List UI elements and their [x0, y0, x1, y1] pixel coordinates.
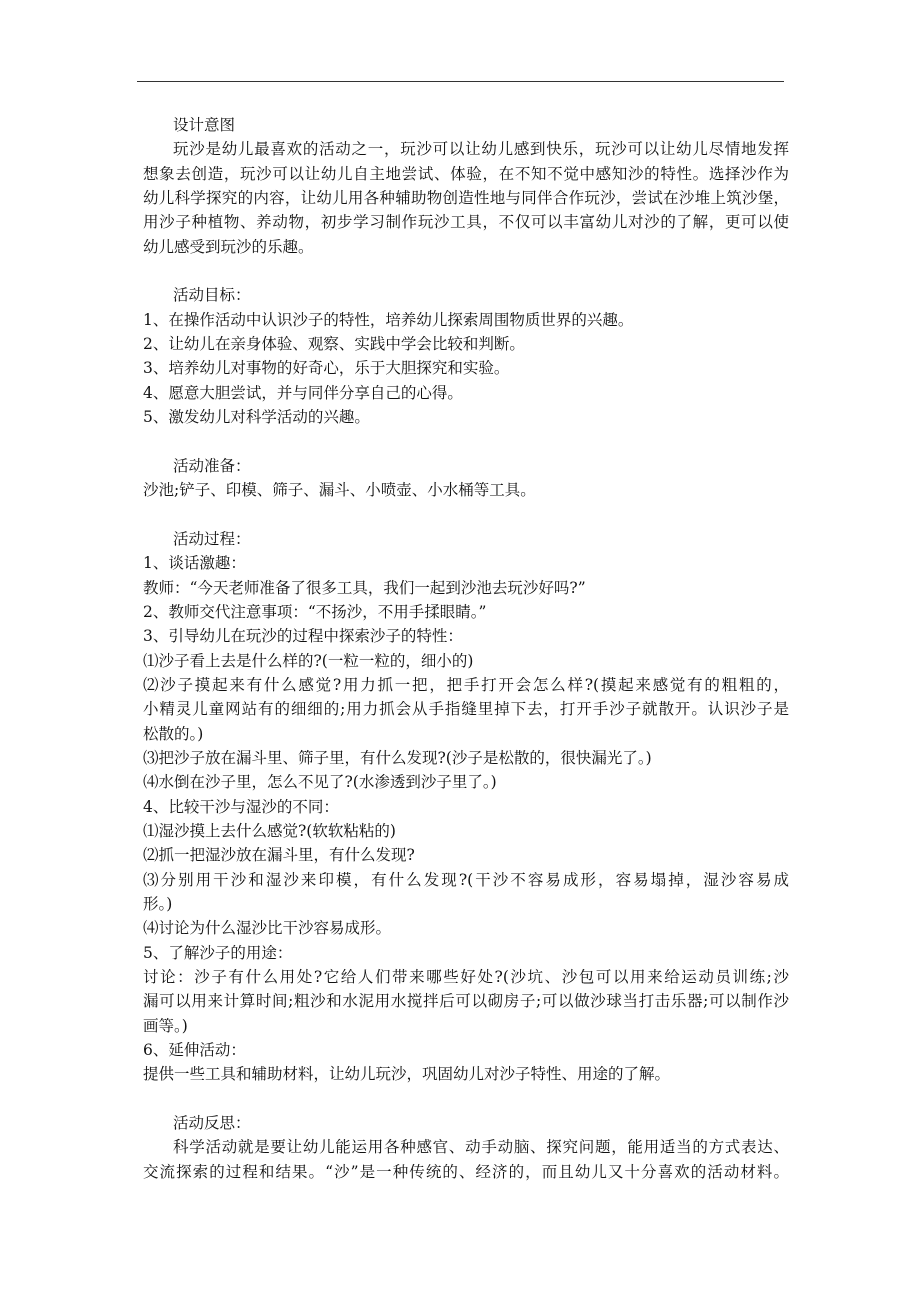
reflection-line: 科学活动就是要让幼儿能运用各种感官、动手动脑、探究问题，能用适当的方式表达、: [173, 1138, 789, 1157]
process-line: ⑷水倒在沙子里，怎么不见了?(水渗透到沙子里了。): [143, 773, 497, 792]
process-line: 讨论：沙子有什么用处?它给人们带来哪些好处?(沙坑、沙包可以用来给运动员训练;沙: [143, 968, 789, 987]
process-line: ⑶分别用干沙和湿沙来印模，有什么发现?(干沙不容易成形，容易塌掉，湿沙容易成: [143, 870, 789, 889]
process-heading: 活动过程：: [173, 529, 251, 548]
design-line: 想象去创造，玩沙可以让幼儿自主地尝试、体验，在不知不觉中感知沙的特性。选择沙作为: [143, 164, 789, 183]
process-line: 6、延伸活动：: [143, 1041, 246, 1060]
design-paragraph: [143, 137, 789, 161]
process-line: 2、教师交代注意事项：“不扬沙，不用手揉眼睛。”: [143, 602, 487, 621]
process-line: 漏可以用来计算时间;粗沙和水泥用水搅拌后可以砌房子;可以做沙球当打击乐器;可以制作沙: [143, 992, 789, 1011]
process-line: ⑷讨论为什么湿沙比干沙容易成形。: [143, 919, 392, 938]
process-line: 小精灵儿童网站有的细细的;用力抓会从手指缝里掉下去，打开手沙子就散开。认识沙子是: [143, 700, 789, 719]
process-line: 教师：“今天老师准备了很多工具，我们一起到沙池去玩沙好吗?”: [143, 578, 586, 597]
prep-text: 沙池;铲子、印模、筛子、漏斗、小喷壶、小水桶等工具。: [143, 481, 536, 500]
reflection-line: 交流探索的过程和结果。“沙”是一种传统的、经济的，而且幼儿又十分喜欢的活动材料。: [143, 1162, 789, 1181]
process-line: 4、比较干沙与湿沙的不同：: [143, 797, 339, 816]
process-line: 形。): [143, 895, 173, 913]
process-line: 5、了解沙子的用途：: [143, 943, 293, 962]
goal-item: 3、培养幼儿对事物的好奇心，乐于大胆探究和实验。: [143, 359, 510, 378]
goal-item: 5、激发幼儿对科学活动的兴趣。: [143, 408, 370, 427]
design-line: 幼儿感受到玩沙的乐趣。: [143, 237, 314, 256]
goal-item: 2、让幼儿在亲身体验、观察、实践中学会比较和判断。: [143, 335, 525, 354]
design-line: 玩沙是幼儿最喜欢的活动之一，玩沙可以让幼儿感到快乐，玩沙可以让幼儿尽情地发挥: [173, 140, 789, 159]
process-line: 提供一些工具和辅助材料，让幼儿玩沙，巩固幼儿对沙子特性、用途的了解。: [143, 1065, 671, 1084]
goal-item: 1、在操作活动中认识沙子的特性，培养幼儿探索周围物质世界的兴趣。: [143, 310, 634, 329]
process-line: 画等。): [143, 1016, 188, 1035]
design-heading: 设计意图: [173, 116, 236, 134]
prep-heading: 活动准备：: [173, 456, 251, 475]
header-rule: [137, 81, 784, 82]
goal-item: 4、愿意大胆尝试，并与同伴分享自己的心得。: [143, 383, 463, 402]
process-line: ⑴沙子看上去是什么样的?(一粒一粒的，细小的): [143, 651, 474, 670]
design-line: 幼儿科学探究的内容，让幼儿用各种辅助物创造性地与同伴合作玩沙，尝试在沙堆上筑沙堡，: [143, 189, 789, 208]
process-line: ⑵抓一把湿沙放在漏斗里，有什么发现?: [143, 846, 415, 865]
document-body: [143, 113, 789, 1184]
process-line: 3、引导幼儿在玩沙的过程中探索沙子的特性：: [143, 627, 463, 646]
process-line: ⑵沙子摸起来有什么感觉?用力抓一把，把手打开会怎么样?(摸起来感觉有的粗粗的，: [143, 675, 789, 694]
process-line: 松散的。): [143, 724, 204, 743]
design-line: 用沙子种植物、养动物，初步学习制作玩沙工具，不仅可以丰富幼儿对沙的了解，更可以使: [143, 213, 789, 232]
reflection-heading: 活动反思：: [173, 1114, 251, 1133]
process-line: ⑴湿沙摸上去什么感觉?(软软粘粘的): [143, 821, 396, 840]
process-line: 1、谈话激趣：: [143, 554, 246, 573]
process-line: ⑶把沙子放在漏斗里、筛子里，有什么发现?(沙子是松散的，很快漏光了。): [143, 748, 652, 767]
goals-heading: 活动目标：: [173, 286, 251, 305]
